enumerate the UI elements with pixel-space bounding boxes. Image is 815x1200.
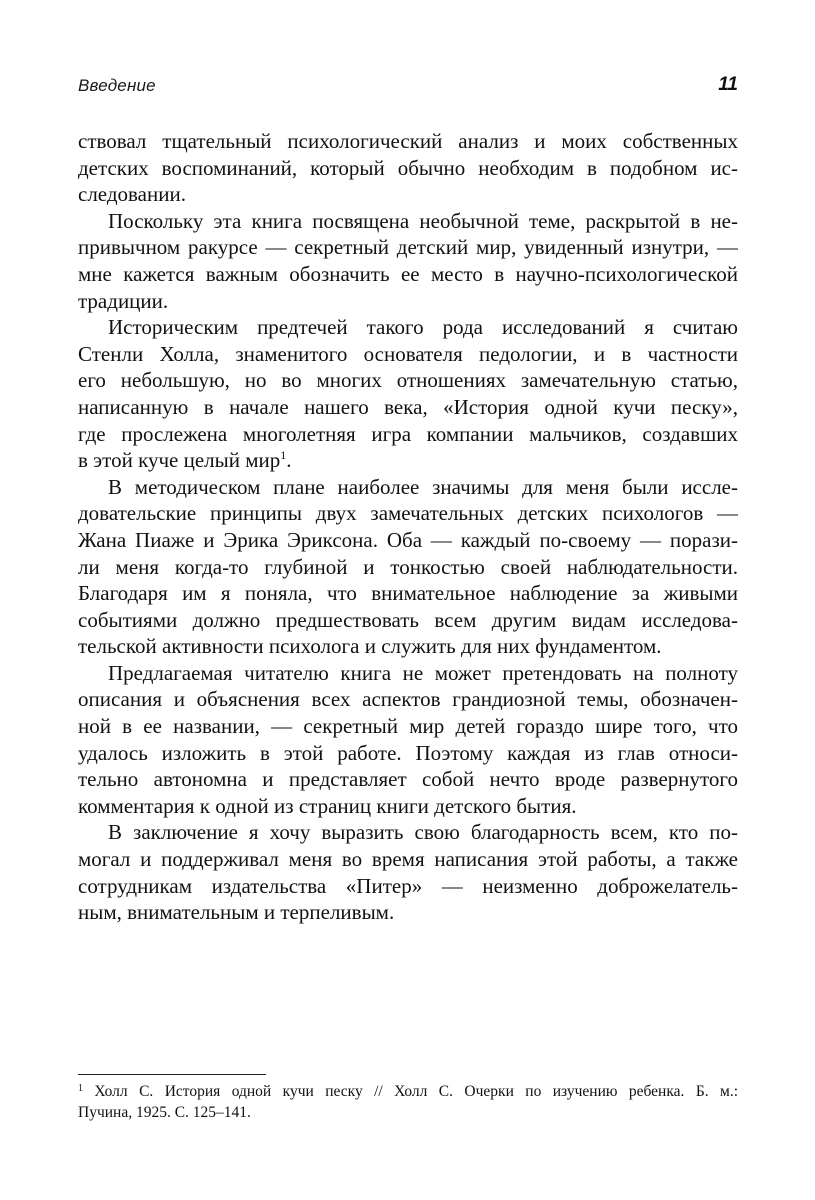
text-line: Предлагаемая читателю книга не может претендовать на полноту (108, 660, 738, 685)
text-line: традиции. (78, 288, 169, 313)
text-line (78, 447, 738, 474)
text-line: мне кажется важным обозначить ее место в научно-психологической (78, 261, 738, 286)
footnote-marker: 1 (78, 1083, 83, 1094)
paragraph (78, 474, 738, 660)
chapter-running-title: Введение (78, 76, 156, 95)
page-number: 11 (718, 74, 738, 95)
paragraph (78, 314, 738, 474)
text-line: тельно автономна и представляет собой нечто вроде развернутого (78, 767, 738, 792)
text-line: Историческим предтечей такого рода исследований я считаю (108, 315, 738, 340)
body-text (78, 128, 738, 926)
text-line: довательские принципы двух замечательных детских психологов — (78, 501, 738, 526)
text-line: сотрудникам издательства «Питер» — неизменно доброжелатель- (78, 873, 738, 898)
text-line: где прослежена многолетняя игра компании мальчиков, создавших (78, 421, 738, 446)
text-line: Стенли Холла, знаменитого основателя педологии, и в частности (78, 341, 738, 366)
running-header (78, 74, 738, 102)
sentence-end: . (286, 448, 292, 473)
text-line: В методическом плане наиболее значимы для меня были иссле- (108, 474, 738, 499)
text-line: описания и объяснения всех аспектов грандиозной темы, обозначен- (78, 687, 738, 712)
footnote-reference[interactable]: 1 (280, 448, 287, 463)
text-line: привычном ракурсе — секретный детский мир, увиденный изнутри, — (78, 235, 738, 260)
text-line: ной в ее названии, — секретный мир детей гораздо шире того, что (78, 714, 738, 739)
text-line: тельской активности психолога и служить для них фундаментом. (78, 634, 662, 659)
text-line: ствовал тщательный психологический анализ и моих собственных (78, 129, 738, 153)
text-fragment: в этой куче целый мир (78, 448, 281, 473)
paragraph (78, 208, 738, 314)
paragraph (78, 819, 738, 925)
text-line: Жана Пиаже и Эрика Эриксона. Оба — каждый по-своему — порази- (78, 527, 738, 552)
text-line: ли меня когда-то глубиной и тонкостью своей наблюдательности. (78, 554, 738, 579)
footnote-divider (78, 1074, 266, 1075)
paragraph (78, 660, 738, 820)
text-line: ным, внимательным и терпеливым. (78, 900, 395, 925)
footnote-text: Холл С. История одной кучи песку // Холл С. Очерки по изучению ребенка. Б. м.: (94, 1083, 738, 1100)
footnote-line: Пучина, 1925. С. 125–141. (78, 1104, 251, 1121)
text-line: детских воспоминаний, который обычно необходим в подобном ис- (78, 155, 738, 180)
footnote-line (78, 1081, 738, 1102)
text-line: его небольшую, но во многих отношениях замечательную статью, (78, 368, 738, 393)
text-line: могал и поддерживал меня во время написания этой работы, а также (78, 847, 738, 872)
text-line: комментария к одной из страниц книги детского бытия. (78, 793, 577, 818)
text-line: удалось изложить в этой работе. Поэтому каждая из глав относи- (78, 740, 738, 765)
text-line: написанную в начале нашего века, «История одной кучи песку», (78, 394, 738, 419)
text-line: В заключение я хочу выразить свою благодарность всем, кто по- (108, 820, 738, 845)
text-line: Благодаря им я поняла, что внимательное наблюдение за живыми (78, 581, 738, 606)
text-line: следовании. (78, 182, 186, 207)
text-line: Поскольку эта книга посвящена необычной теме, раскрытой в не- (108, 208, 738, 233)
footnote (78, 1081, 738, 1123)
text-line: событиями должно предшествовать всем другим видам исследова- (78, 607, 738, 632)
paragraph (78, 128, 738, 208)
